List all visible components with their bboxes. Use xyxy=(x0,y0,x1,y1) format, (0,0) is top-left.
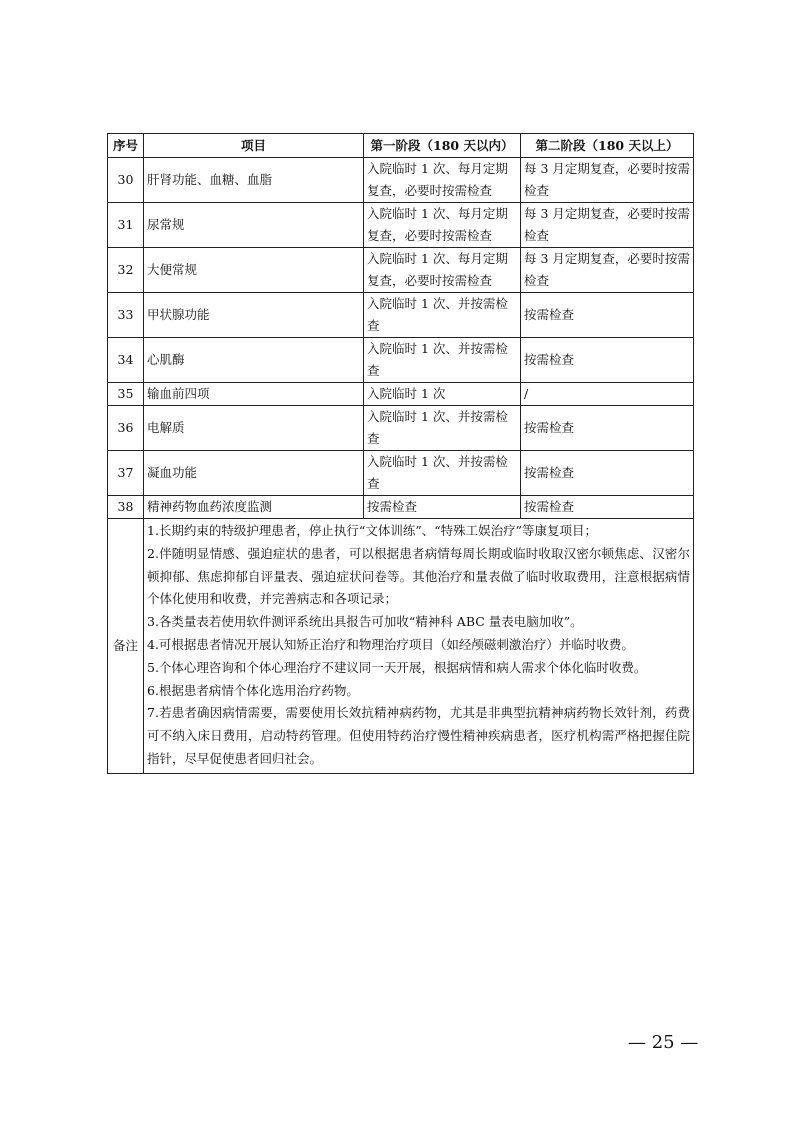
row-num: 35 xyxy=(108,383,144,406)
note-item: 6.根据患者病情个体化选用治疗药物。 xyxy=(147,682,359,698)
row-item: 输血前四项 xyxy=(144,383,364,406)
note-item: 7.若患者确因病情需要，需要使用长效抗精神病药物，尤其是非典型抗精神病药物长效针剂，药费可不纳入床日费用，启动特药管理。但使用特药治疗慢性精神疾病患者，医疗机构需严格把握住院指针，尽早促使患者回归社会。 xyxy=(147,705,690,766)
row-num: 34 xyxy=(108,338,144,383)
row-phase1: 入院临时 1 次、每月定期复查，必要时按需检查 xyxy=(364,203,521,248)
row-phase2: 按需检查 xyxy=(521,293,694,338)
header-phase2: 第二阶段（180 天以上） xyxy=(521,134,694,158)
row-phase1: 入院临时 1 次、并按需检查 xyxy=(364,406,521,451)
row-item: 肝肾功能、血糖、血脂 xyxy=(144,158,364,203)
row-phase1: 入院临时 1 次、并按需检查 xyxy=(364,451,521,496)
row-phase1: 入院临时 1 次、每月定期复查，必要时按需检查 xyxy=(364,248,521,293)
table-row xyxy=(108,383,694,406)
row-phase1: 入院临时 1 次、并按需检查 xyxy=(364,338,521,383)
row-phase1: 入院临时 1 次 xyxy=(364,383,521,406)
table-row xyxy=(108,338,694,383)
row-item: 电解质 xyxy=(144,406,364,451)
note-item: 1.长期约束的特级护理患者，停止执行“文体训练”、“特殊工娱治疗”等康复项目； xyxy=(147,523,597,538)
row-item: 尿常规 xyxy=(144,203,364,248)
notes-cell xyxy=(144,519,694,774)
note-item: 2.伴随明显情感、强迫症状的患者，可以根据患者病情每周长期或临时收取汉密尔顿焦虑、汉密尔顿抑郁、焦虑抑郁自评量表、强迫症状问卷等。其他治疗和量表做了临时收取费用，注意根据病情个体化使用和收费，并完善病志和各项记录； xyxy=(147,545,690,607)
row-phase2: 每 3 月定期复查，必要时按需检查 xyxy=(521,203,694,248)
header-item: 项目 xyxy=(144,134,364,158)
table-header-row xyxy=(108,134,694,158)
header-num: 序号 xyxy=(108,134,144,158)
table-row xyxy=(108,293,694,338)
note-item: 5.个体心理咨询和个体心理治疗不建议同一天开展，根据病情和病人需求个体化临时收费。 xyxy=(147,659,647,675)
row-phase2: 每 3 月定期复查，必要时按需检查 xyxy=(521,248,694,293)
row-item: 大便常规 xyxy=(144,248,364,293)
table-row xyxy=(108,158,694,203)
header-phase1: 第一阶段（180 天以内） xyxy=(364,134,521,158)
notes-label: 备注 xyxy=(108,519,144,774)
fee-table-container xyxy=(107,133,693,774)
row-phase2: / xyxy=(521,383,694,406)
row-phase1: 入院临时 1 次、每月定期复查，必要时按需检查 xyxy=(364,158,521,203)
row-item: 精神药物血药浓度监测 xyxy=(144,496,364,519)
table-row xyxy=(108,406,694,451)
notes-row xyxy=(108,519,694,774)
row-phase2: 每 3 月定期复查，必要时按需检查 xyxy=(521,158,694,203)
row-num: 31 xyxy=(108,203,144,248)
row-num: 30 xyxy=(108,158,144,203)
row-item: 心肌酶 xyxy=(144,338,364,383)
row-phase2: 按需检查 xyxy=(521,496,694,519)
row-num: 32 xyxy=(108,248,144,293)
note-item: 4.可根据患者情况开展认知矫正治疗和物理治疗项目（如经颅磁刺激治疗）并临时收费。 xyxy=(147,636,634,652)
row-item: 甲状腺功能 xyxy=(144,293,364,338)
row-num: 36 xyxy=(108,406,144,451)
table-row xyxy=(108,203,694,248)
row-num: 38 xyxy=(108,496,144,519)
table-row xyxy=(108,496,694,519)
row-phase1: 入院临时 1 次、并按需检查 xyxy=(364,293,521,338)
note-item: 3.各类量表若使用软件测评系统出具报告可加收“精神科 ABC 量表电脑加收”。 xyxy=(147,614,583,630)
page-number: — 25 — xyxy=(628,1032,699,1053)
table-row xyxy=(108,451,694,496)
row-num: 33 xyxy=(108,293,144,338)
row-phase2: 按需检查 xyxy=(521,338,694,383)
row-phase1: 按需检查 xyxy=(364,496,521,519)
row-num: 37 xyxy=(108,451,144,496)
table-row xyxy=(108,248,694,293)
fee-table xyxy=(107,133,694,774)
row-item: 凝血功能 xyxy=(144,451,364,496)
row-phase2: 按需检查 xyxy=(521,406,694,451)
row-phase2: 按需检查 xyxy=(521,451,694,496)
